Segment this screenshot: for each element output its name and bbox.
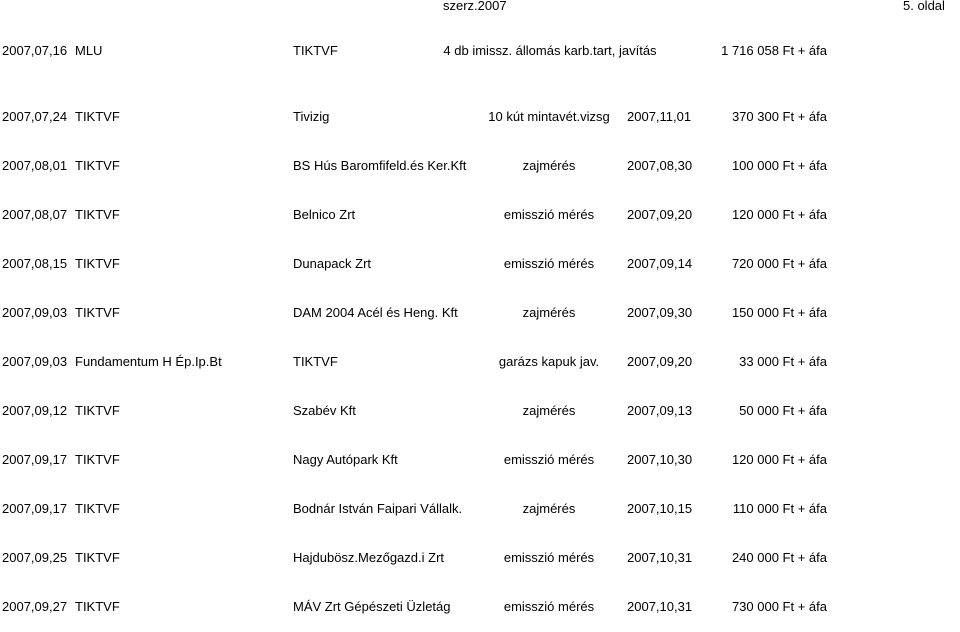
table-row [0,157,960,191]
cell-client: TIKTVF [75,550,120,565]
cell-task: zajmérés [522,158,576,173]
cell-client: TIKTVF [75,256,120,271]
cell-amount: 730 000 Ft + áfa [731,599,827,614]
cell-task: 10 kút mintavét.vizsg [488,109,610,124]
cell-place: Tivizig [293,109,330,124]
cell-deadline: 2007,10,30 [627,452,693,467]
cell-client: Fundamentum H Ép.Ip.Bt [75,354,222,369]
cell-deadline: 2007,11,01 [627,109,692,124]
cell-date: 2007,08,07 [2,207,68,222]
cell-place: BS Hús Baromfifeld.és Ker.Kft [293,158,467,173]
header-author: szerz.2007 [443,0,507,13]
table-row [0,549,960,583]
table-row [0,304,960,338]
table-row [0,353,960,387]
cell-deadline: 2007,09,20 [627,354,693,369]
cell-client: TIKTVF [75,158,120,173]
cell-client: TIKTVF [75,599,120,614]
table-row [0,451,960,485]
cell-date: 2007,08,01 [2,158,68,173]
cell-date: 2007,07,16 [2,43,68,58]
page-number: 5. oldal [903,0,945,13]
cell-amount: 120 000 Ft + áfa [731,452,827,467]
cell-task: zajmérés [522,501,576,516]
table-row [0,108,960,142]
cell-date: 2007,09,12 [2,403,68,418]
table-row [0,42,960,76]
cell-date: 2007,09,03 [2,354,68,369]
table-row [0,598,960,632]
cell-deadline: 2007,10,31 [627,599,693,614]
cell-client: TIKTVF [75,452,120,467]
cell-place: Hajdubösz.Mezőgazd.i Zrt [293,550,445,565]
cell-amount: 120 000 Ft + áfa [731,207,827,222]
cell-amount: 240 000 Ft + áfa [731,550,827,565]
cell-place: DAM 2004 Acél és Heng. Kft [293,305,458,320]
cell-deadline: 2007,09,20 [627,207,693,222]
table-row [0,402,960,436]
table-row [0,500,960,534]
cell-amount: 33 000 Ft + áfa [739,354,827,369]
cell-amount: 720 000 Ft + áfa [731,256,827,271]
cell-place: Nagy Autópark Kft [293,452,398,467]
cell-client: MLU [75,43,103,58]
cell-place: MÁV Zrt Gépészeti Üzletág [293,599,451,614]
cell-amount: 150 000 Ft + áfa [731,305,827,320]
cell-amount: 1 716 058 Ft + áfa [721,43,827,58]
table-row [0,206,960,240]
cell-task: emisszió mérés [503,207,595,222]
cell-task: emisszió mérés [503,452,595,467]
cell-amount: 110 000 Ft + áfa [732,501,827,516]
cell-client: TIKTVF [75,109,120,124]
cell-deadline: 2007,08,30 [627,158,693,173]
cell-deadline: 2007,09,30 [627,305,693,320]
cell-client: TIKTVF [75,305,120,320]
cell-date: 2007,09,17 [2,501,68,516]
cell-place: TIKTVF [293,43,338,58]
cell-place: Belnico Zrt [293,207,356,222]
cell-date: 2007,09,17 [2,452,68,467]
cell-date: 2007,09,27 [2,599,68,614]
cell-task: emisszió mérés [503,599,595,614]
cell-task: garázs kapuk jav. [498,354,600,369]
cell-task: zajmérés [522,305,576,320]
cell-place: Bodnár István Faipari Vállalk. [293,501,463,516]
cell-amount: 370 300 Ft + áfa [731,109,827,124]
cell-client: TIKTVF [75,403,120,418]
cell-deadline: 2007,09,14 [627,256,693,271]
cell-client: TIKTVF [75,501,120,516]
cell-place: Szabév Kft [293,403,356,418]
cell-deadline: 2007,09,13 [627,403,693,418]
page-header [0,0,960,14]
cell-date: 2007,08,15 [2,256,68,271]
cell-deadline: 2007,10,31 [627,550,693,565]
cell-place: Dunapack Zrt [293,256,372,271]
cell-client: TIKTVF [75,207,120,222]
cell-date: 2007,09,03 [2,305,68,320]
cell-deadline: 2007,10,15 [627,501,693,516]
cell-task: zajmérés [522,403,576,418]
cell-task: emisszió mérés [503,256,595,271]
cell-task: 4 db imissz. állomás karb.tart, javítás [443,43,657,58]
table-row [0,255,960,289]
cell-date: 2007,09,25 [2,550,68,565]
cell-amount: 50 000 Ft + áfa [739,403,827,418]
cell-date: 2007,07,24 [2,109,68,124]
cell-amount: 100 000 Ft + áfa [731,158,827,173]
cell-task: emisszió mérés [503,550,595,565]
cell-place: TIKTVF [293,354,338,369]
